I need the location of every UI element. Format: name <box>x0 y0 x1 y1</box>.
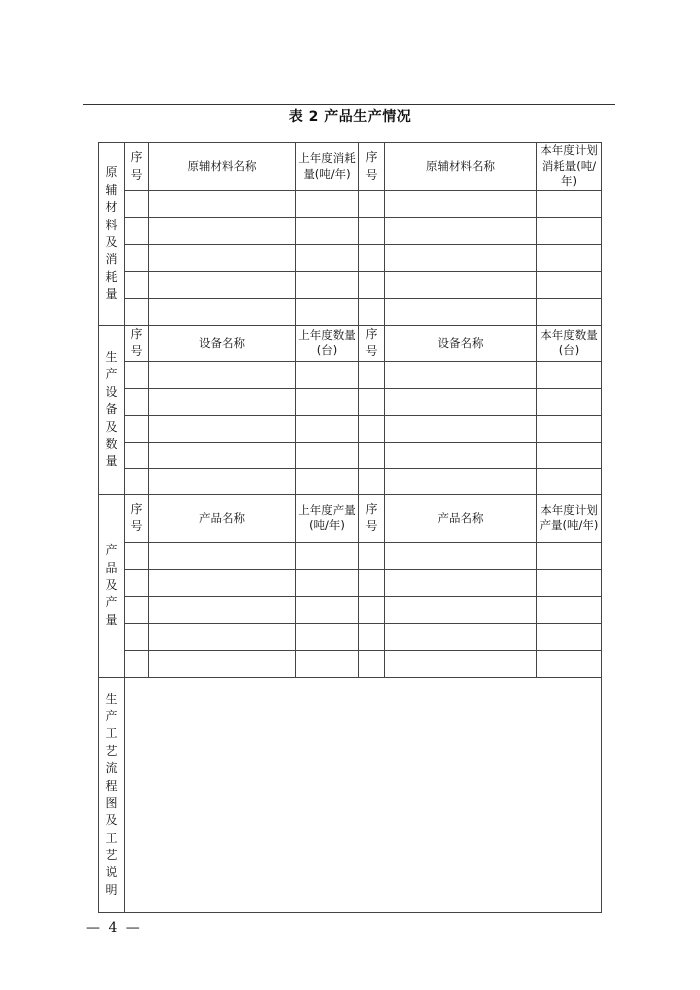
equipment-seq-header-left: 序号 <box>125 326 149 362</box>
table-row <box>99 442 602 468</box>
table-row <box>99 623 602 650</box>
products-seq-header-left: 序号 <box>125 494 149 542</box>
equipment-header-row <box>99 326 602 362</box>
process-content-area[interactable] <box>125 677 602 912</box>
table-row <box>99 361 602 388</box>
materials-seq-header-left: 序号 <box>125 143 149 191</box>
equipment-seq-header-right: 序号 <box>359 326 385 362</box>
products-this-year-header: 本年度计划产量(吨/年) <box>537 494 602 542</box>
products-header-row <box>99 494 602 542</box>
top-rule <box>83 104 615 105</box>
materials-section-label: 原辅材料及消耗量 <box>99 143 125 326</box>
table-row <box>99 415 602 442</box>
products-name-header-left: 产品名称 <box>149 494 296 542</box>
table-row <box>99 542 602 569</box>
products-last-year-header: 上年度产量(吨/年) <box>296 494 359 542</box>
table-row <box>99 596 602 623</box>
equipment-section-label: 生产设备及数量 <box>99 326 125 495</box>
process-section-label: 生产工艺流程图及工艺说明 <box>99 677 125 912</box>
table-row <box>99 272 602 299</box>
table-row <box>99 388 602 415</box>
table-row <box>99 569 602 596</box>
equipment-name-header-left: 设备名称 <box>149 326 296 362</box>
products-section-label: 产品及产量 <box>99 494 125 677</box>
equipment-name-header-right: 设备名称 <box>385 326 537 362</box>
products-seq-header-right: 序号 <box>359 494 385 542</box>
materials-seq-header-right: 序号 <box>359 143 385 191</box>
equipment-last-year-header: 上年度数量(台) <box>296 326 359 362</box>
table-row <box>99 245 602 272</box>
materials-this-year-header: 本年度计划消耗量(吨/年) <box>537 143 602 191</box>
equipment-this-year-header: 本年度数量(台) <box>537 326 602 362</box>
table-row <box>99 299 602 326</box>
materials-name-header-left: 原辅材料名称 <box>149 143 296 191</box>
production-table <box>98 142 602 913</box>
table-row <box>99 191 602 218</box>
page-number: — 4 — <box>86 920 142 936</box>
materials-header-row <box>99 143 602 191</box>
table-row <box>99 650 602 677</box>
materials-name-header-right: 原辅材料名称 <box>385 143 537 191</box>
table-row <box>99 468 602 494</box>
process-row <box>99 677 602 912</box>
materials-last-year-header: 上年度消耗量(吨/年) <box>296 143 359 191</box>
table-row <box>99 218 602 245</box>
products-name-header-right: 产品名称 <box>385 494 537 542</box>
page-title: 表 2 产品生产情况 <box>288 109 412 125</box>
